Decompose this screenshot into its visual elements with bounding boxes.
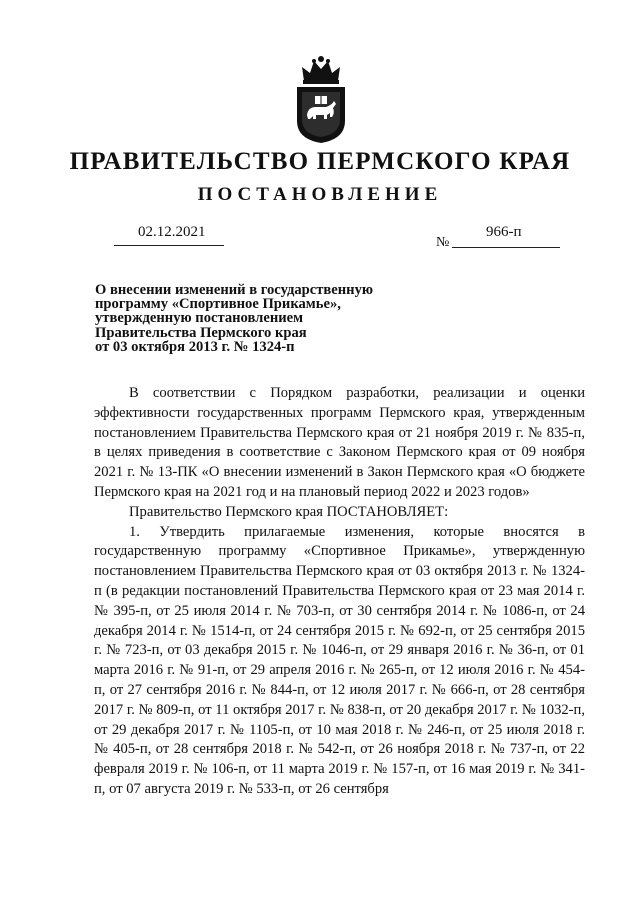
subject-line: О внесении изменений в государственную — [95, 282, 374, 298]
subject-line: от 03 октября 2013 г. № 1324-п — [95, 338, 295, 355]
item-1-paragraph: 1. Утвердить прилагаемые изменения, которые вносятся в государственную программу «Спортивное Прикамье», утвержденную постановлением Правительства Пермского края от 03 октября 2013 г. № 1324-п (в редакции постановлений Правительства Пермского края от 23 мая 2014 г. № 395-п, от 25 июля 2014 г. № 703-п, от 30 сентября 2014 г. № 1086-п, от 24 декабря 2014 г. № 1514-п, от 24 сентября 2015 г. № 692-п, от 25 сентября 2015 г. № 723-п, от 03 декабря 2015 г. № 1046-п, от 29 января 2016 г. № 36-п, от 01 марта 2016 г. № 91-п, от 29 апреля 2016 г. № 265-п, от 12 июля 2016 г. № 454-п, от 27 сентября 2016 г. № 844-п, от 12 июля 2017 г. № 666-п, от 28 сентября 2017 г. № 809-п, от 11 октября 2017 г. № 838-п, от 20 декабря 2017 г. № 1032-п, от 29 декабря 2017 г. № 1105-п, от 10 мая 2018 г. № 246-п, от 25 июля 2018 г. № 405-п, от 28 сентября 2018 г. № 542-п, от 26 ноября 2018 г. № 737-п, от 22 февраля 2019 г. № 106-п, от 11 марта 2019 г. № 157-п, от 16 мая 2019 г. № 341-п, от 07 августа 2019 г. № 533-п, от 26 сентября — [94, 523, 585, 797]
number-sign: № — [436, 235, 450, 250]
date-underline — [114, 245, 224, 246]
document-date: 02.12.2021 — [138, 224, 206, 240]
subject-line: программу «Спортивное Прикамье», — [95, 296, 341, 313]
subject-line: Правительства Пермского края — [95, 324, 307, 341]
subject-line: утвержденную постановлением — [95, 310, 304, 327]
document-number: 966-п — [486, 224, 522, 240]
number-underline — [452, 247, 560, 248]
coat-of-arms-icon — [294, 55, 348, 145]
resolution-paragraph: Правительство Пермского края ПОСТАНОВЛЯЕТ: — [129, 503, 449, 520]
preamble-paragraph: В соответствии с Порядком разработки, реализации и оценки эффективности государственных программ Пермского края, утвержденным постановлением Правительства Пермского края от 21 ноября 2019 г. № 835-п, в целях приведения в соответствие с Законом Пермского края от 09 ноября 2021 г. № 13-ПК «О внесении изменений в Закон Пермского края «О бюджете Пермского края на 2021 год и на плановый период 2022 и 2023 годов» — [94, 385, 585, 500]
document-type: ПОСТАНОВЛЕНИЕ — [197, 184, 443, 205]
organization-title: ПРАВИТЕЛЬСТВО ПЕРМСКОГО КРАЯ — [69, 148, 571, 175]
document-body — [94, 384, 585, 800]
document-subject — [95, 283, 425, 354]
